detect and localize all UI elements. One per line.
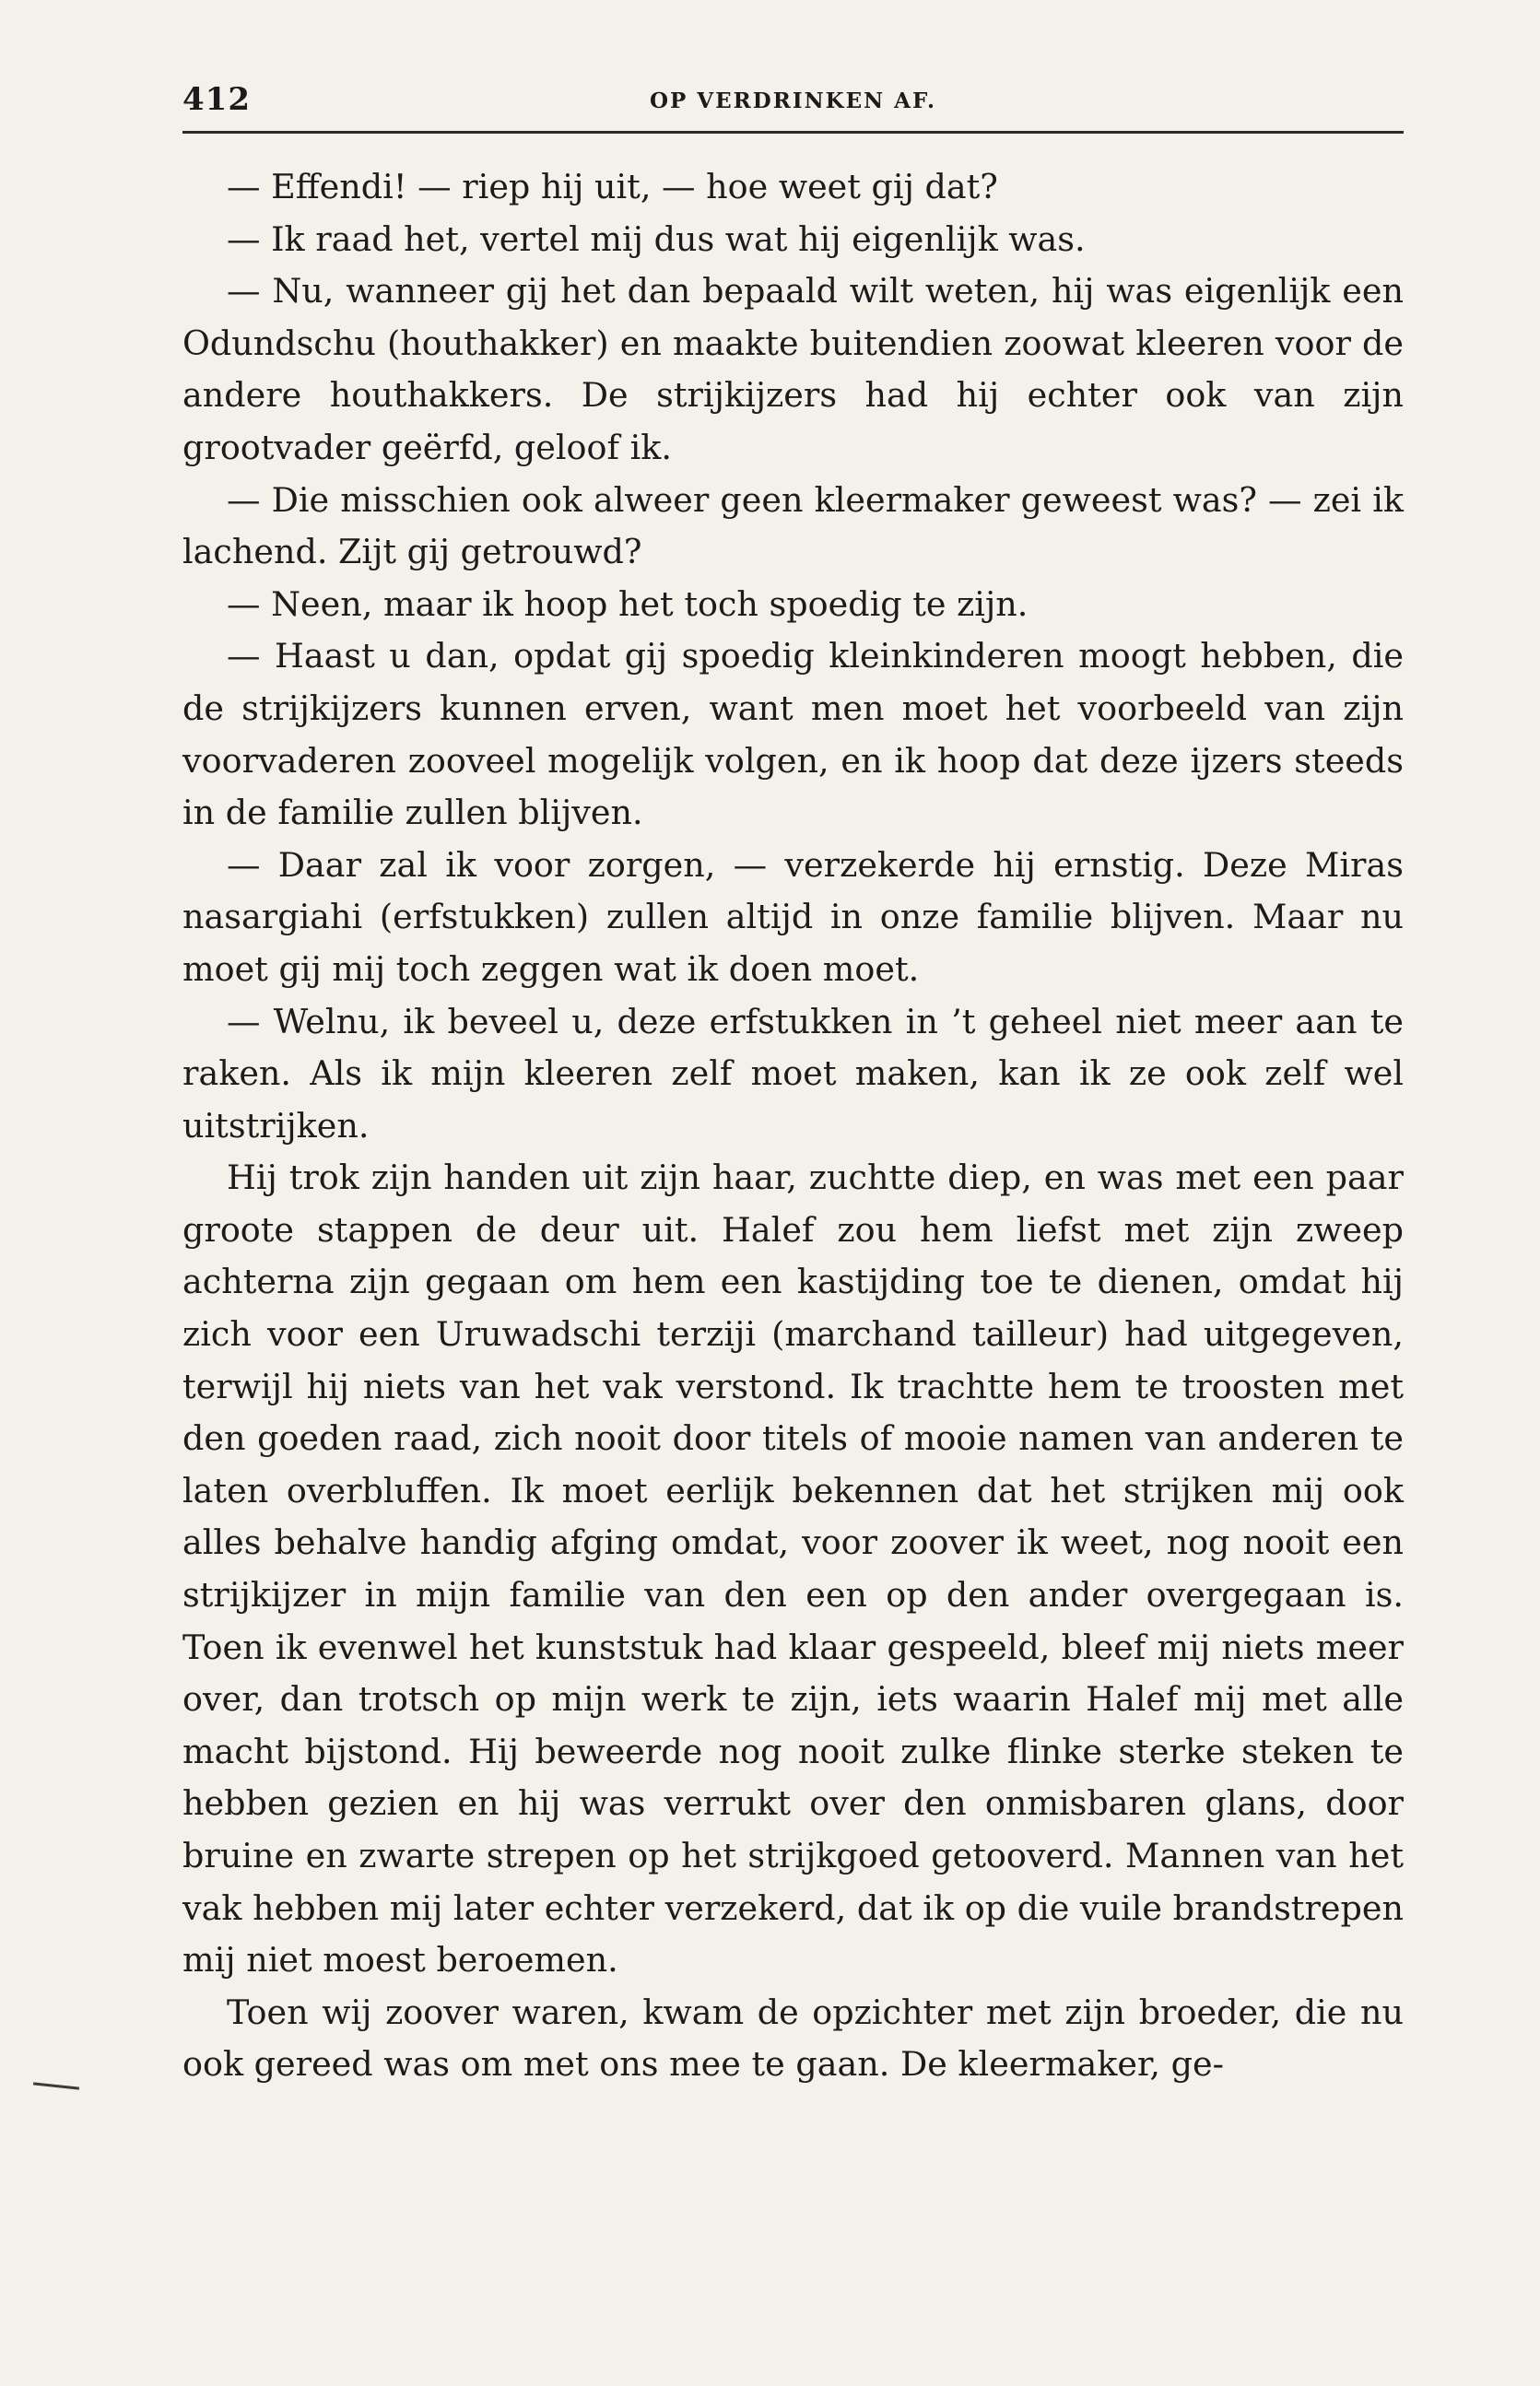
paragraph: Toen wij zoover waren, kwam de opzichter met zijn broeder, die nu ook gereed was om met ons mee te gaan. De kleermaker, ge- (182, 1992, 1404, 2085)
header-rule (182, 131, 1404, 134)
body-text (182, 161, 1404, 2091)
paragraph: — Effendi! — riep hij uit, — hoe weet gij dat? (227, 167, 998, 206)
book-page (182, 81, 1404, 2091)
paragraph: — Welnu, ik beveel u, deze erfstukken in ’t geheel niet meer aan te raken. Als ik mijn kleeren zelf moet maken, kan ik ze ook zelf wel uitstrijken. (182, 1001, 1404, 1146)
page-number: 412 (182, 81, 251, 118)
paragraph: — Die misschien ook alweer geen kleermaker geweest was? — zei ik lachend. Zijt gij getrouwd? (182, 479, 1404, 572)
paragraph: Hij trok zijn handen uit zijn haar, zuchtte diep, en was met een paar groote stappen de deur uit. Halef zou hem liefst met zijn zweep achterna zijn gegaan om hem een kastijding toe te dienen, omdat hij zich voor een Uruwadschi terziji (marchand tailleur) had uitgegeven, terwijl hij niets van het vak verstond. Ik trachtte hem te troosten met den goeden raad, zich nooit door titels of mooie namen van anderen te laten overbluffen. Ik moet eerlijk bekennen dat het strijken mij ook alles behalve handig afging omdat, voor zoover ik weet, nog nooit een strijkijzer in mijn familie van den een op den ander overgegaan is. Toen ik evenwel het kunststuk had klaar gespeeld, bleef mij niets meer over, dan trotsch op mijn werk te zijn, iets waarin Halef mij met alle macht bijstond. Hij beweerde nog nooit zulke flinke sterke steken te hebben gezien en hij was verrukt over den onmisbaren glans, door bruine en zwarte strepen op het strijkgoed getooverd. Mannen van het vak hebben mij later echter verzekerd, dat ik op die vuile brandstrepen mij niet moest beroemen. (182, 1158, 1404, 1980)
paragraph: — Neen, maar ik hoop het toch spoedig te zijn. (227, 583, 1029, 624)
page-header (182, 81, 1404, 129)
paragraph: — Ik raad het, vertel mij dus wat hij eigenlijk was. (227, 218, 1086, 259)
paragraph: — Haast u dan, opdat gij spoedig kleinkinderen moogt hebben, die de strijkijzers kunnen erven, want men moet het voorbeeld van zijn voorvaderen zooveel mogelijk volgen, en ik hoop dat deze ijzers steeds in de familie zullen blijven. (182, 636, 1404, 833)
running-title: OP VERDRINKEN AF. (649, 88, 937, 113)
paragraph: — Nu, wanneer gij het dan bepaald wilt weten, hij was eigenlijk een Odundschu (houthakker) en maakte buitendien zoowat kleeren voor de andere houthakkers. De strijkijzers had hij echter ook van zijn grootvader geërfd, geloof ik. (182, 271, 1404, 467)
margin-mark (33, 2082, 79, 2089)
paragraph: — Daar zal ik voor zorgen, — verzekerde hij ernstig. Deze Miras nasargiahi (erfstukken) zullen altijd in onze familie blijven. Maar nu moet gij mij toch zeggen wat ik doen moet. (182, 844, 1404, 989)
